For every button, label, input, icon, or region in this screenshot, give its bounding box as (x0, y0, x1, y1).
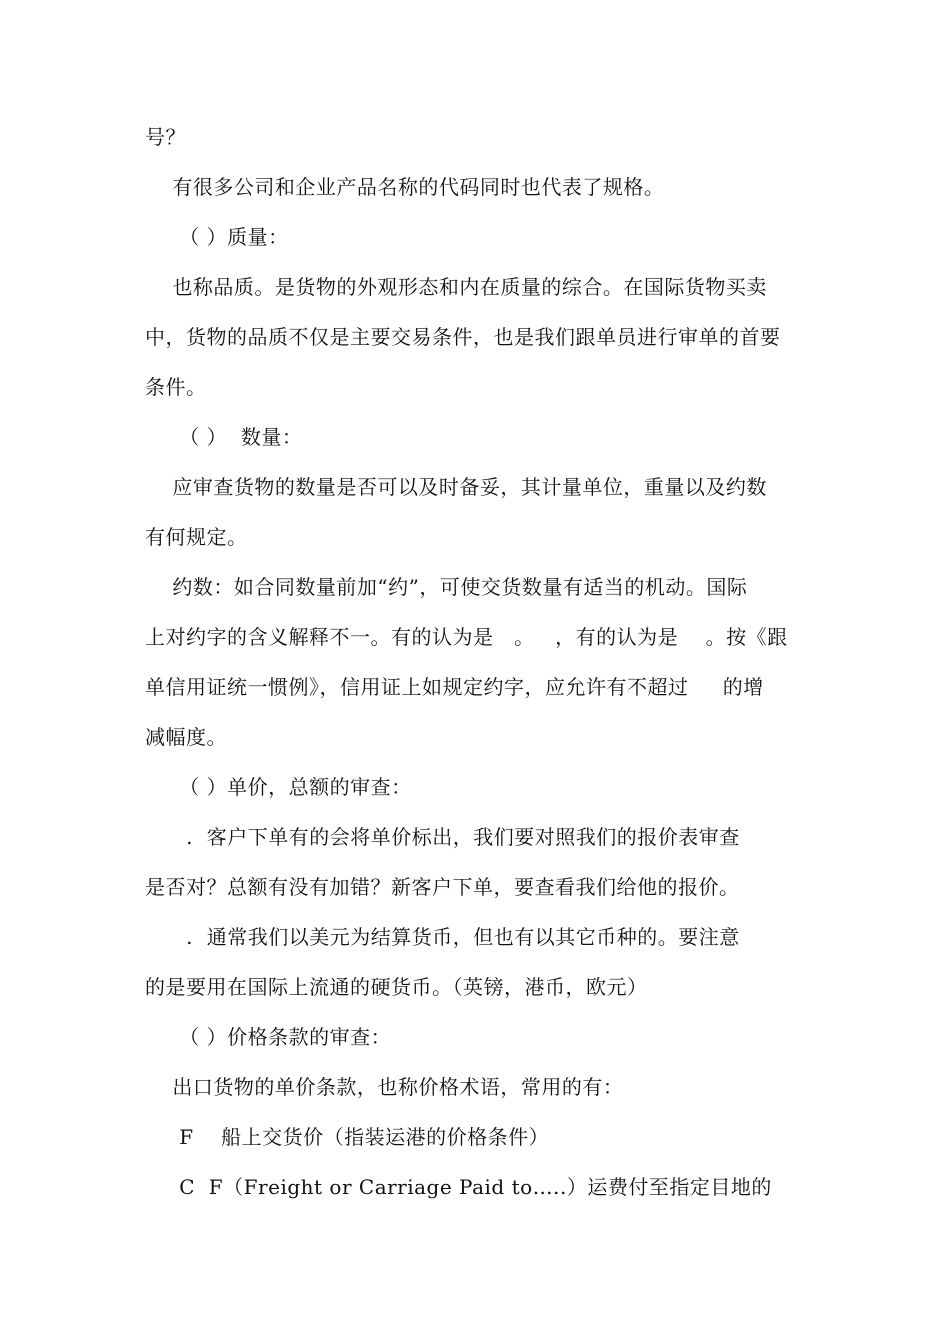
text-line: 号？ (145, 125, 186, 149)
text-line: . 客户下单有的会将单价标出，我们要对照我们的报价表审查 (145, 825, 740, 849)
text-line: 中，货物的品质不仅是主要交易条件，也是我们跟单员进行审单的首要 (145, 325, 781, 349)
text-line: 上对约字的含义解释不一。有的认为是 。 ，有的认为是 。按《跟 (145, 625, 788, 649)
section-heading-quality: （ ）质量： (145, 225, 289, 249)
text-line: 约数：如合同数量前加“约”，可使交货数量有适当的机动。国际 (145, 575, 748, 599)
text-line: 是否对？总额有没有加错？新客户下单，要查看我们给他的报价。 (145, 875, 740, 899)
text-line: 单信用证统一惯例》，信用证上如规定约字，应允许有不超过 的增 (145, 675, 764, 699)
text-line: 出口货物的单价条款，也称价格术语，常用的有： (145, 1075, 624, 1099)
section-heading-unit-price: （ ）单价，总额的审查： (145, 775, 412, 799)
text-line: 有何规定。 (145, 525, 248, 549)
text-line: 减幅度。 (145, 725, 227, 749)
text-line: 的是要用在国际上流通的硬货币。（英镑，港币，欧元） (145, 975, 648, 999)
text-line: . 通常我们以美元为结算货币，但也有以其它币种的。要注意 (145, 925, 740, 949)
text-line: 也称品质。是货物的外观形态和内在质量的综合。在国际货物买卖 (145, 275, 767, 299)
text-line: 有很多公司和企业产品名称的代码同时也代表了规格。 (145, 175, 665, 199)
section-heading-price-terms: （ ）价格条款的审查： (145, 1025, 392, 1049)
text-line: 条件。 (145, 375, 207, 399)
text-line: F 船上交货价（指装运港的价格条件） (145, 1125, 550, 1149)
text-line: C F（Freight or Carriage Paid to…..）运费付至指定目地的 (145, 1175, 772, 1199)
section-heading-quantity: （ ） 数量： (145, 425, 303, 449)
text-line: 应审查货物的数量是否可以及时备妥，其计量单位，重量以及约数 (145, 475, 767, 499)
